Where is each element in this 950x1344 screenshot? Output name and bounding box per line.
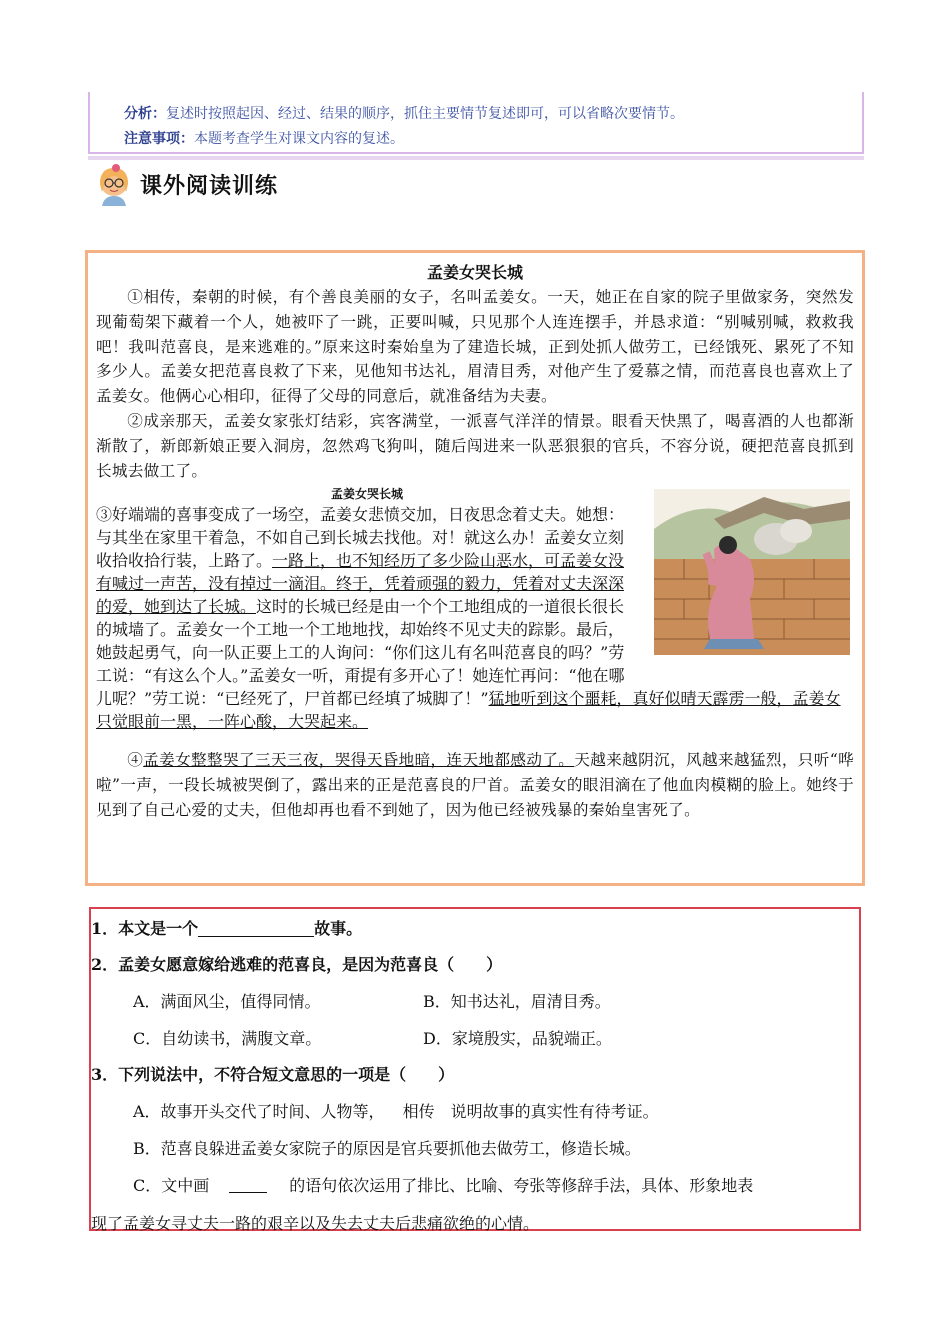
analysis-text: 复述时按照起因、经过、结果的顺序，抓住主要情节复述即可，可以省略次要情节。: [166, 106, 684, 122]
paragraph-3-text-a: ③好端端的喜事变成了一场空，孟姜女悲愤交加，日夜思念着丈夫。她想：与其坐在家里干着急，不如自己到长城去找他。对！就这么办！孟姜女立刻收拾收拾行装，上路了。: [96, 505, 625, 571]
paragraph-3-underlined-b: 猛地听到这个噩耗，真好似晴天霹雳一般，孟姜女只觉眼前一黑，一阵心酸，大哭起来。: [96, 689, 841, 732]
paragraph-4-number: ④: [127, 751, 144, 770]
analysis-label: 分析：: [124, 106, 166, 122]
question-1-blank[interactable]: [198, 918, 314, 937]
paragraph-4-underlined: 孟姜女整整哭了三天三夜，哭得天昏地暗，连天地都感动了。: [143, 751, 575, 770]
question-3-option-c-underline-sample: [229, 1178, 267, 1193]
question-2: 2．孟姜女愿意嫁给逃难的范喜良，是因为范喜良（ ）: [91, 955, 503, 974]
question-3-option-c[interactable]: [91, 1167, 859, 1243]
analysis-box: [88, 92, 864, 154]
passage-title: 孟姜女哭长城: [426, 263, 523, 282]
question-1-suffix: 故事。: [314, 919, 363, 938]
illustration: [654, 489, 850, 681]
question-1-prefix: 1．本文是一个: [91, 919, 199, 938]
notice-label: 注意事项：: [124, 131, 194, 147]
paragraph-2: ②成亲那天，孟姜女家张灯结彩，宾客满堂，一派喜气洋洋的情景。眼看天快黑了，喝喜酒的人也都渐渐散了，新郎新娘正要入洞房，忽然鸡飞狗叫，随后闯进来一队恶狠狠的官兵，不容分说，硬把范喜良抓到长城去做工了。: [96, 411, 854, 480]
question-3-option-a-tail: 说明故事的真实性有待考证。: [450, 1102, 659, 1121]
question-1: [91, 911, 859, 947]
question-3-option-a-quote: 相传: [402, 1102, 435, 1121]
question-3: 3．下列说法中，不符合短文意思的一项是（ ）: [91, 1065, 455, 1084]
great-wall-illustration: [654, 489, 850, 655]
analysis-line: [124, 102, 862, 127]
question-3-option-a-text: A．故事开头交代了时间、人物等，: [133, 1102, 385, 1121]
questions-box: [89, 907, 861, 1231]
paragraph-3-text-b: 这时的长城已经是由一个个工地组成的一道很长很长的城墙了。孟姜女一个工地一个工地地找，却始终不见丈夫的踪影。最后，她鼓起勇气，向一队正要上工的人询问：“你们这儿有名叫范喜良的吗？”劳工说：“有这么个人。”孟姜女一听，甭提有多开心了！她连忙再问：“他在哪儿呢？”劳工说：“已经死了，尸首都已经填了城脚了！”: [96, 597, 625, 709]
passage-box: [85, 250, 865, 886]
question-3-option-b[interactable]: B．范喜良躲进孟姜女家院子的原因是官兵要抓他去做劳工，修造长城。: [133, 1139, 641, 1158]
question-2-options-row-2: [91, 1020, 859, 1057]
question-3-option-c-text-c: 现了孟姜女寻丈夫一路的艰辛以及失去丈夫后悲痛欲绝的心情。: [91, 1214, 540, 1233]
question-3-option-c-text-b: 的语句依次运用了排比、比喻、夸张等修辞手法，具体、形象地表: [289, 1176, 754, 1195]
paragraph-4-text: 天越来越阴沉，风越来越猛烈，只听“哗啦”一声，一段长城被哭倒了，露出来的正是范喜良的尸首。孟姜女的眼泪滴在了他血肉模糊的脸上。她终于见到了自己心爱的丈夫，但他却再也看不到她了，因为他已经被残暴的秦始皇害死了。: [96, 751, 854, 819]
question-3-option-a[interactable]: [91, 1093, 859, 1130]
section-heading: [92, 160, 278, 208]
illustration-caption: 孟姜女哭长城: [330, 487, 403, 502]
notice-line: [124, 127, 862, 152]
question-2-option-b[interactable]: B．知书达礼，眉清目秀。: [423, 992, 611, 1011]
paragraph-3-underlined-a: 一路上，也不知经历了多少险山恶水，可孟姜女没有喊过一声苦，没有掉过一滴泪。终于，凭着顽强的毅力，凭着对丈夫深深的爱，她到达了长城。: [96, 551, 625, 617]
question-2-option-a[interactable]: A．满面风尘，值得同情。: [133, 992, 321, 1011]
notice-text: 本题考查学生对课文内容的复述。: [194, 131, 404, 147]
paragraph-4: [96, 748, 854, 822]
section-title: 课外阅读训练: [140, 173, 279, 199]
question-2-option-d[interactable]: D．家境殷实，品貌端正。: [423, 1029, 612, 1048]
girl-avatar-icon: [92, 162, 136, 206]
paragraph-1: ①相传，秦朝的时候，有个善良美丽的女子，名叫孟姜女。一天，她正在自家的院子里做家务，突然发现葡萄架下藏着一个人，她被吓了一跳，正要叫喊，只见那个人连连摆手，并恳求道：“别喊别喊，救救我吧！我叫范喜良，是来逃难的。”原来这时秦始皇为了建造长城，正到处抓人做劳工，已经饿死、累死了不知多少人。孟姜女把范喜良救了下来，见他知书达礼，眉清目秀，对他产生了爱慕之情，而范喜良也喜欢上了孟姜女。他俩心心相印，征得了父母的同意后，就准备结为夫妻。: [96, 288, 854, 406]
question-3-option-c-text: C．文中画: [133, 1176, 210, 1195]
question-2-option-c[interactable]: C．自幼读书，满腹文章。: [133, 1029, 322, 1048]
question-2-options-row-1: [91, 983, 859, 1020]
